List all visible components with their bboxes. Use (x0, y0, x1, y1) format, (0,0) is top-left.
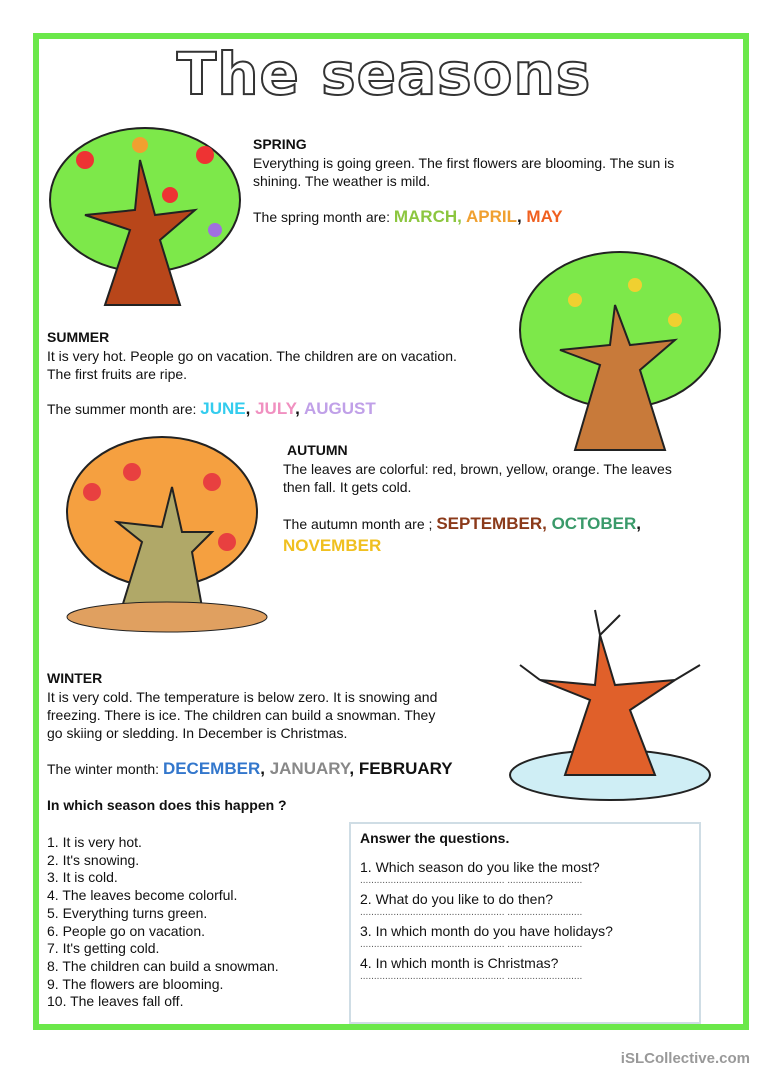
month-february: FEBRUARY (358, 759, 453, 778)
summer-months: The summer month are: JUNE, JULY, AUGUST (47, 399, 376, 418)
list-item: 7. It's getting cold. (47, 940, 160, 957)
month-april: APRIL (465, 207, 517, 226)
list-item: 1. It is very hot. (47, 834, 142, 850)
month-january: JANUARY (269, 759, 350, 778)
question: 3. In which month do you have holidays? (360, 923, 613, 939)
month-august: AUGUST (303, 399, 376, 418)
summer-text-line: The first fruits are ripe. (47, 366, 188, 382)
spring-months: The spring month are: MARCH, APRIL, MAY (253, 207, 563, 226)
months-label: The winter month: (47, 761, 163, 777)
answer-box (349, 822, 701, 1024)
summer-text-line: It is very hot. People go on vacation. The children are on vacation. (47, 348, 457, 364)
month-november: NOVEMBER (283, 536, 382, 555)
list-item: 9. The flowers are blooming. (47, 975, 224, 992)
answer-line[interactable]: .................................................... ........................... (360, 876, 583, 886)
answer-heading: Answer the questions. (360, 830, 510, 846)
summer-heading: SUMMER (47, 329, 110, 345)
answer-line[interactable]: .................................................... ........................... (360, 972, 583, 982)
winter-months: The winter month: DECEMBER, JANUARY, FEBRUARY (47, 759, 453, 778)
month-december: DECEMBER (162, 759, 261, 778)
question: 2. What do you like to do then? (360, 891, 554, 907)
months-label: The autumn month are ; (283, 516, 437, 532)
list-item: 4. The leaves become colorful. (47, 887, 238, 904)
month-june: JUNE (200, 399, 246, 418)
month-may: MAY (526, 207, 563, 226)
list-item: 3. It is cold. (47, 869, 118, 886)
autumn-text-line: then fall. It gets cold. (283, 479, 412, 495)
autumn-tree-image (62, 432, 272, 637)
spring-tree-image (45, 120, 245, 310)
months-label: The summer month are: (47, 401, 201, 417)
list-item: 2. It's snowing. (47, 851, 140, 868)
winter-tree-image (505, 605, 715, 805)
question: 1. Which season do you like the most? (360, 859, 600, 875)
list-item: 8. The children can build a snowman. (47, 957, 279, 974)
month-october: OCTOBER (551, 514, 637, 533)
watermark: iSLCollective.com (620, 1050, 750, 1067)
autumn-text-line: The leaves are colorful: red, brown, yellow, orange. The leaves (283, 461, 672, 477)
page-title: The seasons (176, 40, 592, 108)
question: 4. In which month is Christmas? (360, 955, 559, 971)
months-label: The spring month are: (253, 209, 394, 225)
winter-text-line: go skiing or sledding. In December is Christmas. (47, 725, 348, 741)
list-item: 6. People go on vacation. (47, 922, 206, 939)
winter-text-line: It is very cold. The temperature is below zero. It is snowing and (47, 689, 438, 705)
spring-text-line: shining. The weather is mild. (253, 173, 431, 189)
winter-heading: WINTER (47, 670, 103, 686)
list-item: 10. The leaves fall off. (47, 993, 184, 1010)
exercise-list (47, 834, 279, 1011)
month-march: MARCH (393, 207, 458, 226)
list-item: 5. Everything turns green. (47, 904, 208, 921)
autumn-months: The autumn month are ; SEPTEMBER, OCTOBER, NOVEMBER (283, 514, 641, 555)
spring-heading: SPRING (253, 136, 307, 152)
answer-line[interactable]: .................................................... ........................... (360, 940, 583, 950)
answer-line[interactable]: .................................................... ........................... (360, 908, 583, 918)
spring-text-line: Everything is going green. The first flowers are blooming. The sun is (253, 155, 675, 171)
exercise-heading: In which season does this happen ? (47, 797, 287, 813)
winter-text-line: freezing. There is ice. The children can build a snowman. They (47, 707, 436, 723)
month-september: SEPTEMBER (436, 514, 543, 533)
month-july: JULY (255, 399, 296, 418)
autumn-heading: AUTUMN (287, 442, 348, 458)
summer-tree-image (515, 245, 725, 455)
